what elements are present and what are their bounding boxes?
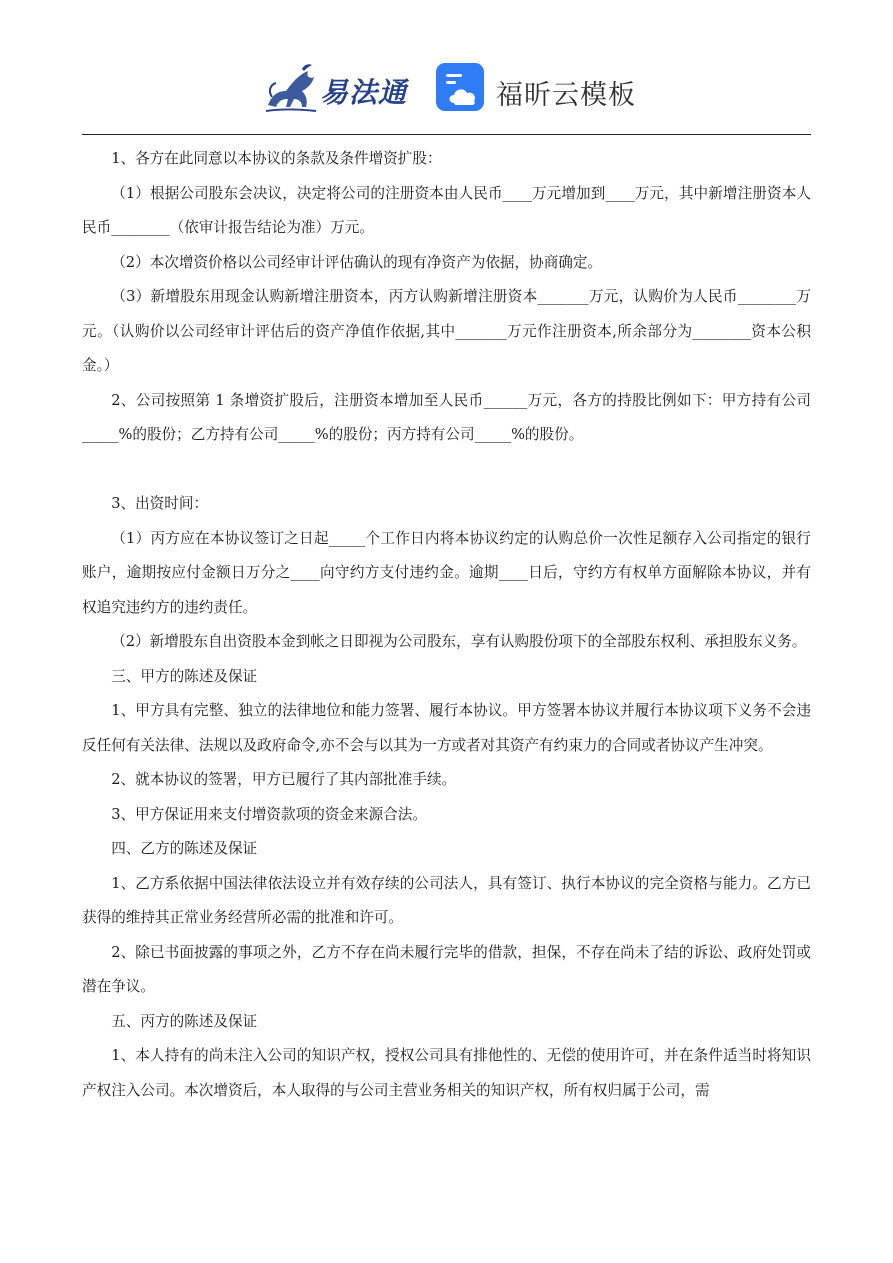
blank-line (82, 453, 811, 488)
paragraph: （3）新增股东用现金认购新增注册资本，丙方认购新增注册资本_______万元，认购价为人民币________万元。（认购价以公司经审计评估后的资产净值作依据,其中_______万元作注册资本,所余部分为________资本公积金。） (82, 288, 811, 374)
paragraph: 1、各方在此同意以本协议的条款及条件增资扩股： (111, 150, 442, 167)
paragraph: 1、甲方具有完整、独立的法律地位和能力签署、履行本协议。甲方签署本协议并履行本协议项下义务不会违反任何有关法律、法规以及政府命令,亦不会与以其为一方或者对其资产有约束力的合同或者协议产生冲突。 (82, 702, 811, 754)
yifatong-logo (262, 61, 412, 117)
paragraph: 2、就本协议的签署，甲方已履行了其内部批准手续。 (111, 771, 457, 788)
logo2-text: 福昕云模板 (496, 80, 636, 111)
page-header (0, 55, 893, 125)
document-body (82, 142, 811, 1108)
paragraph: （2）新增股东自出资股本金到帐之日即视为公司股东，享有认购股份项下的全部股东权利、承担股东义务。 (111, 633, 807, 650)
section-heading: 五、丙方的陈述及保证 (111, 1012, 258, 1030)
section-heading: 三、甲方的陈述及保证 (111, 667, 258, 685)
header-divider (82, 134, 811, 135)
logo1-text: 易法通 (320, 76, 408, 109)
paragraph: 1、乙方系依据中国法律依法设立并有效存续的公司法人，具有签订、执行本协议的完全资格与能力。乙方已获得的维持其正常业务经营所必需的批准和许可。 (82, 874, 811, 926)
qilin-icon (262, 61, 320, 117)
paragraph: 3、出资时间： (111, 495, 209, 512)
cloud-document-icon (436, 63, 486, 113)
paragraph: 2、公司按照第 1 条增资扩股后，注册资本增加至人民币______万元，各方的持股比例如下：甲方持有公司_____%的股份；乙方持有公司_____%的股份；丙方持有公司_____%的股份。 (82, 391, 811, 443)
paragraph: 2、除已书面披露的事项之外，乙方不存在尚未履行完毕的借款，担保，不存在尚未了结的诉讼、政府处罚或潜在争议。 (82, 943, 811, 995)
paragraph: 3、甲方保证用来支付增资款项的资金来源合法。 (111, 805, 427, 823)
section-heading: 四、乙方的陈述及保证 (111, 840, 258, 857)
paragraph: 1、本人持有的尚未注入公司的知识产权，授权公司具有排他性的、无偿的使用许可，并在条件适当时将知识产权注入公司。本次增资后，本人取得的与公司主营业务相关的知识产权，所有权归属于公司，需 (82, 1047, 811, 1099)
paragraph: （2）本次增资价格以公司经审计评估确认的现有净资产为依据，协商确定。 (111, 253, 603, 271)
paragraph: （1）丙方应在本协议签订之日起_____个工作日内将本协议约定的认购总价一次性足额存入公司指定的银行账户，逾期按应付金额日万分之____向守约方支付违约金。逾期____日后，守约方有权单方面解除本协议，并有权追究违约方的违约责任。 (82, 529, 811, 616)
fuxin-cloud-template-logo (436, 63, 636, 115)
paragraph: （1）根据公司股东会决议，决定将公司的注册资本由人民币____万元增加到____万元，其中新增注册资本人民币________（依审计报告结论为准）万元。 (82, 184, 811, 236)
